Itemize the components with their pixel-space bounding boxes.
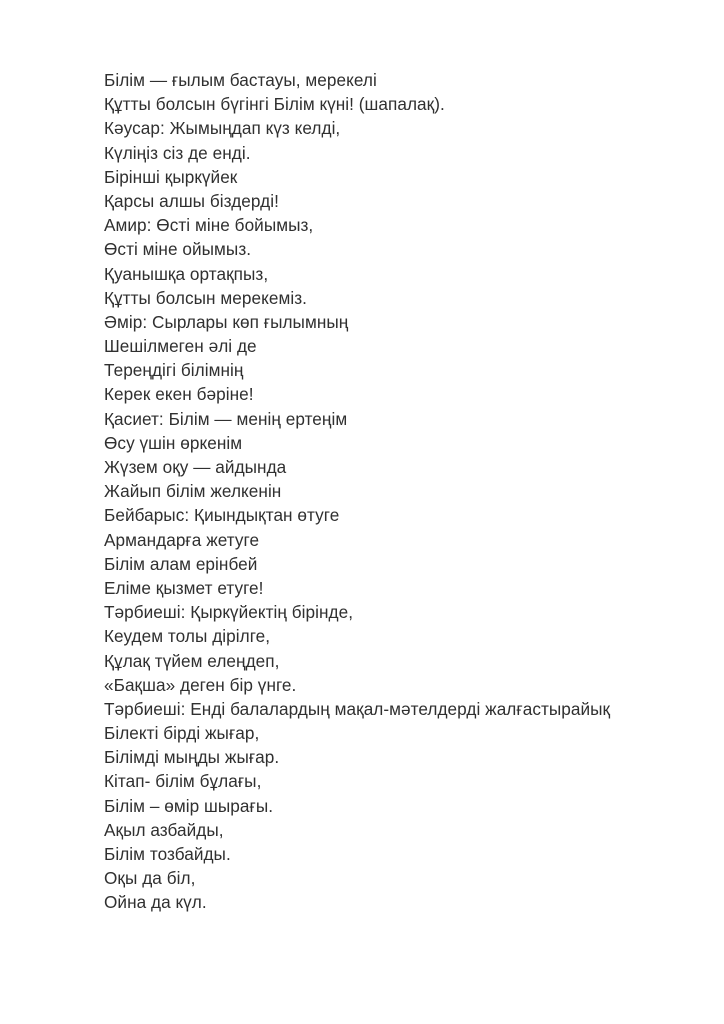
text-line: Оқы да біл,	[104, 868, 196, 889]
text-line: Қарсы алшы біздерді!	[104, 190, 279, 211]
text-line: Шешілмеген әлі де	[104, 336, 257, 357]
text-line: Бірінші қыркүйек	[104, 166, 238, 187]
text-line: Құлақ түйем елеңдеп,	[104, 650, 280, 671]
text-line: Армандарға жетуге	[104, 529, 260, 550]
text-line: Қуанышқа ортақпыз,	[104, 263, 269, 284]
text-line: Құтты болсын мерекеміз.	[104, 287, 307, 308]
text-line: Керек екен бәріне!	[104, 384, 254, 405]
text-line: Тереңдігі білімнің	[104, 360, 244, 381]
text-line: Әмір: Сырлары көп ғылымның	[104, 311, 349, 332]
text-line: Өсті міне ойымыз.	[104, 239, 252, 260]
text-line: Тәрбиеші: Енді балалардың мақал-мәтелдерді жалғастырайық	[104, 698, 611, 719]
text-line: Өсу үшін өркенім	[104, 432, 243, 453]
text-line: Ойна да күл.	[104, 892, 207, 913]
text-block	[104, 68, 714, 915]
text-line: Тәрбиеші: Қыркүйектің бірінде,	[104, 602, 354, 623]
text-line: Білім — ғылым бастауы, мерекелі	[104, 70, 377, 90]
text-line: Білімді мыңды жығар.	[104, 747, 280, 768]
text-line: Құтты болсын бүгінгі Білім күні! (шапалақ).	[104, 94, 445, 115]
text-line: Кәусар: Жымыңдап күз келді,	[104, 118, 341, 139]
text-line: Амир: Өсті міне бойымыз,	[104, 215, 314, 236]
text-line: Ақыл азбайды,	[104, 819, 224, 840]
text-line: Білекті бірді жығар,	[104, 723, 260, 744]
text-line: Білім – өмір шырағы.	[104, 795, 274, 816]
text-line: «Бақша» деген бір үнге.	[104, 674, 297, 695]
text-line: Кітап- білім бұлағы,	[104, 771, 262, 792]
text-line: Еліме қызмет етуге!	[104, 577, 264, 598]
text-line: Кеудем толы дірілге,	[104, 626, 271, 647]
text-line: Жайып білім желкенін	[104, 481, 282, 502]
text-line: Бейбарыс: Қиындықтан өтуге	[104, 505, 340, 526]
text-line: Білім алам ерінбей	[104, 553, 258, 574]
text-line: Күліңіз сіз де енді.	[104, 142, 251, 163]
text-line: Қасиет: Білім — менің ертеңім	[104, 408, 348, 429]
text-line: Жүзем оқу — айдында	[104, 457, 287, 477]
text-line: Білім тозбайды.	[104, 844, 231, 864]
